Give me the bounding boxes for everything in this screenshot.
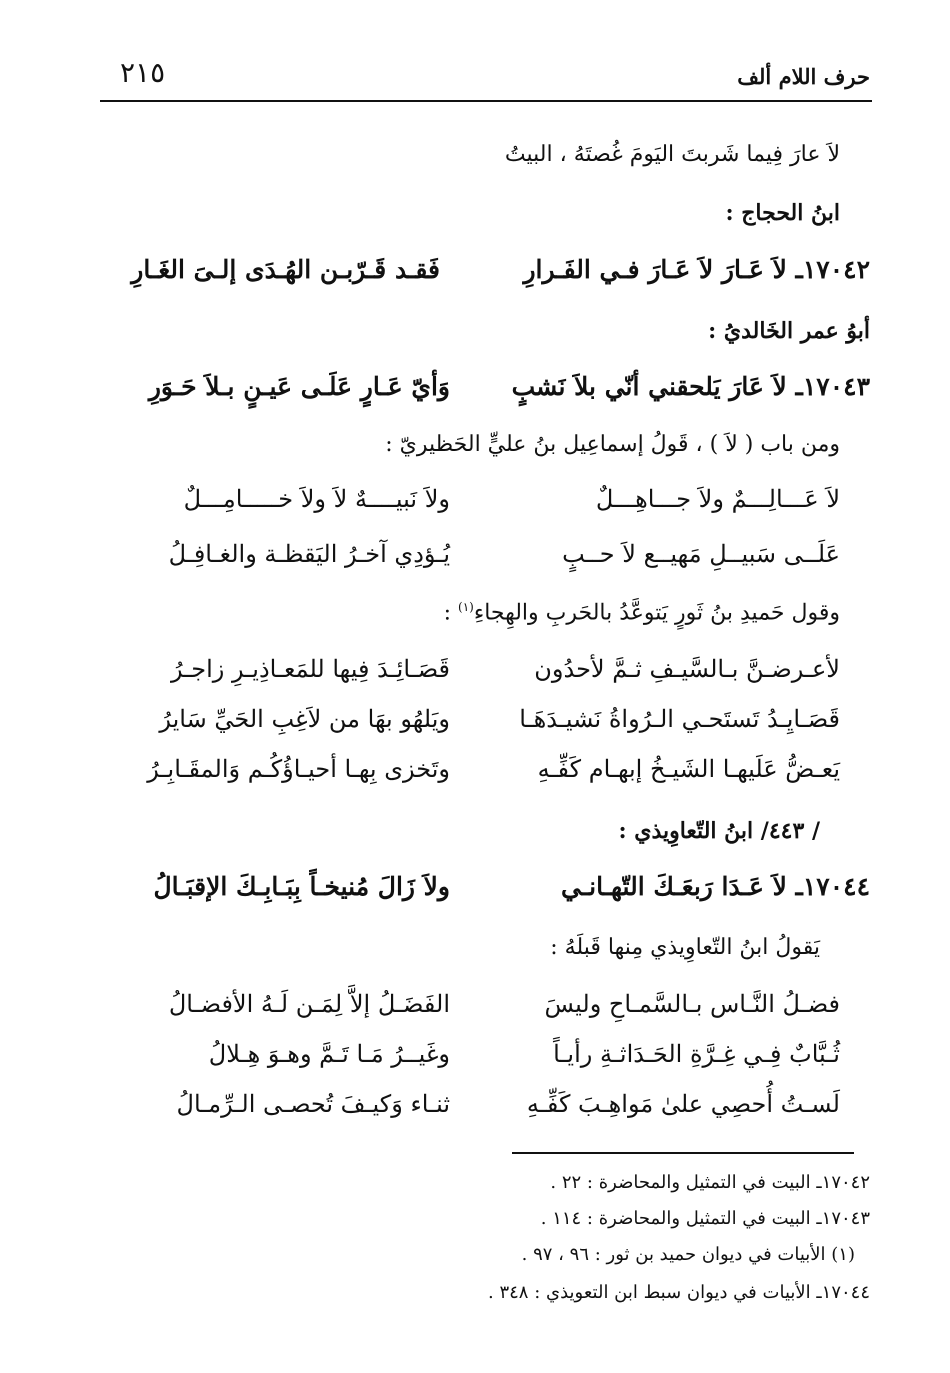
verse-second-hemistich: يُـؤدِي آخـرُ اليَقظـة والغـافِـلُ xyxy=(168,540,450,568)
text-line: يَقولُ ابنُ التّعاوِيذي مِنها قَبلَهُ : xyxy=(550,935,820,960)
footnote-rule xyxy=(512,1152,854,1154)
footnote: (١) الأبيات في ديوان حميد بن ثور : ٩٦ ، ٩٧ . xyxy=(521,1244,855,1265)
verse-first-hemistich: فضـلُ النَّـاس بـالسَّمـاحِ وليسَ xyxy=(544,990,840,1018)
header-rule xyxy=(100,100,872,102)
verse-first-hemistich: لأعـرضـنَّ بـالسَّيـفِ ثـمَّ لأحدُون xyxy=(534,655,840,683)
verse-second-hemistich: ولاَ نَبيــــهٌ لاَ ولاَ خـــــامِـــلٌ xyxy=(183,485,450,513)
verse-first-hemistich: لَسـتُ أُحصِي علىٰ مَواهِـبَ كَفِّـهِ xyxy=(526,1090,840,1118)
verse-second-hemistich: وتَخزى بِهـا أحيـاؤُكُـم وَالمقَـابِـرُ xyxy=(147,755,450,783)
footnote: ١٧٠٤٣ـ البيت في التمثيل والمحاضرة : ١١٤ . xyxy=(540,1208,870,1229)
poet-name: أبوُ عمر الخَالديُ : xyxy=(708,318,870,344)
text-line: لاَ عارَ فِيما شَربتَ اليَومَ غُصتَهُ ، البيتُ xyxy=(504,142,840,167)
footnote: ١٧٠٤٤ـ الأبيات في ديوان سبط ابن التعويذي : ٣٤٨ . xyxy=(488,1282,870,1303)
text-line xyxy=(444,600,840,625)
intro-colon: : xyxy=(443,600,452,626)
verse-first-hemistich: ١٧٠٤٢ـ لاَ عَـارَ لاَ عَـارَ فـي الفَـرارِ xyxy=(523,255,870,284)
verse-second-hemistich: فَقـد قَـرّبـن الهُـدَى إلـىَ الغَـارِ xyxy=(131,255,440,284)
verse-first-hemistich: ١٧٠٤٣ـ لاَ عَارَ يَلحقني أنّي بلاَ نَشبٍ xyxy=(511,372,870,401)
verse-first-hemistich: قَصَـايِـدُ تَستَحـي الـرُواةُ نَشيـدَهَـا xyxy=(519,705,840,733)
poet-name: / ٤٤٣/ ابنُ التّعاوِيذي : xyxy=(618,818,820,844)
verse-first-hemistich: ١٧٠٤٤ـ لاَ عَـدَا رَبعَـكَ التّهـانـي xyxy=(560,872,870,901)
verse-second-hemistich: الفَضَـلُ إلاَّ لِمَـن لَـهُ الأفضـالُ xyxy=(168,990,450,1018)
verse-first-hemistich: ثُـبَّابٌ فِـي غِـرَّةِ الحَـدَاثـةِ رأيـاً xyxy=(553,1040,840,1068)
footnote-marker: (١) xyxy=(458,600,474,614)
verse-second-hemistich: ويَلهُو بهَا من لاَغِبِ الحَيِّ سَايرُ xyxy=(159,705,450,733)
verse-first-hemistich: يَعـضُّ عَلَيهـا الشَيـخُ إبهـام كَفِّـهِ xyxy=(537,755,840,783)
verse-first-hemistich: عَلَــى سَبيــلِ مَهيــع لاَ حــبٍ xyxy=(562,540,840,568)
chapter-title: حرف اللام ألف xyxy=(737,64,870,89)
footnote: ١٧٠٤٢ـ البيت في التمثيل والمحاضرة : ٢٢ . xyxy=(550,1172,870,1193)
poet-name: ابنُ الحجاج : xyxy=(725,200,840,226)
intro-text: وقول حَميدِ بنُ ثَورٍ يَتوعَّدُ بالحَربِ والهِجاءِ xyxy=(473,600,840,626)
verse-second-hemistich: قَصَـائِـدَ فِيها للمَعـاذِيـرِ زاجـرُ xyxy=(171,655,450,683)
verse-second-hemistich: ولاَ زَالَ مُنيخـاً بِبَـابِـكَ الإقبَـالُ xyxy=(153,872,450,901)
verse-second-hemistich: وغَيــرُ مَـا تَـمَّ وهـوَ هِـلالُ xyxy=(208,1040,450,1068)
page-number: ٢١٥ xyxy=(120,56,166,89)
verse-first-hemistich: لاَ عَـــالِـــمٌ ولاَ جـــاهِـــلٌ xyxy=(595,485,840,513)
text-line: ومن باب ( لاَ ) ، قَولُ إسماعِيل بنُ عليٍّ الحَظيريّ : xyxy=(385,432,840,457)
verse-second-hemistich: وَأيّ عَـارٍ عَلَـى عَيـنٍ بـلاَ حَـوَرِ xyxy=(148,372,450,401)
verse-second-hemistich: ثنـاء وَكيـفَ تُحصـى الـرِّمـالُ xyxy=(176,1090,450,1118)
